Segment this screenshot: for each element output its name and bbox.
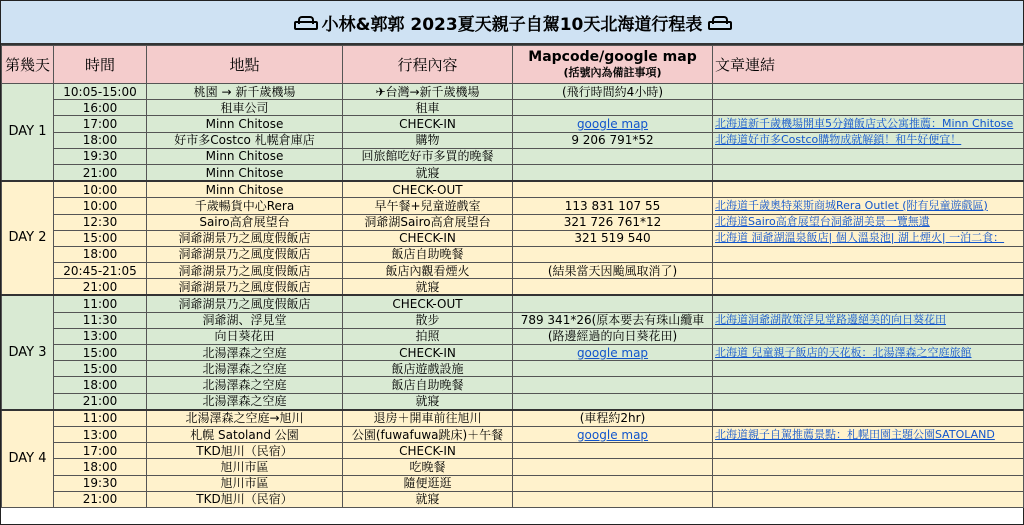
- time-cell: 21:00: [54, 279, 147, 296]
- time-cell: 13:00: [54, 328, 147, 344]
- table-row: [2, 198, 1024, 214]
- article-link-cell: [713, 475, 1024, 491]
- place-cell: 旭川市區: [147, 459, 343, 475]
- table-row: [2, 312, 1024, 328]
- content-cell: 就寢: [343, 164, 513, 181]
- mapcode-cell: [513, 459, 713, 475]
- table-row: [2, 361, 1024, 377]
- article-link-cell: [713, 426, 1024, 442]
- time-cell: 18:00: [54, 246, 147, 262]
- article-link-cell: [713, 230, 1024, 246]
- article-link-cell: [713, 377, 1024, 393]
- place-cell: 旭川市區: [147, 475, 343, 491]
- place-cell: 租車公司: [147, 100, 343, 116]
- article-link[interactable]: 北海道好市多Costco購物成就解鎖！和牛好便宜！: [715, 133, 962, 147]
- article-link-cell: [713, 246, 1024, 262]
- article-link-cell: [713, 198, 1024, 214]
- table-row: [2, 100, 1024, 116]
- place-cell: 好市多Costco 札幌倉庫店: [147, 132, 343, 148]
- content-cell: 吃晚餐: [343, 459, 513, 475]
- content-cell: 飯店內觀看煙火: [343, 263, 513, 279]
- table-row: [2, 279, 1024, 296]
- time-cell: 12:30: [54, 214, 147, 230]
- mapcode-cell: [513, 426, 713, 442]
- place-cell: 洞爺湖、浮見堂: [147, 312, 343, 328]
- header-mapcode: [513, 46, 713, 84]
- car-icon: [708, 16, 730, 28]
- content-cell: 回旅館吃好市多買的晚餐: [343, 148, 513, 164]
- content-cell: CHECK-IN: [343, 443, 513, 459]
- article-link[interactable]: 北海道洞爺湖散策浮見堂路邊絕美的向日葵花田: [715, 313, 946, 327]
- mapcode-cell: [513, 377, 713, 393]
- mapcode-cell: 321 519 540: [513, 230, 713, 246]
- article-link-cell: [713, 393, 1024, 410]
- time-cell: 21:00: [54, 164, 147, 181]
- table-row: [2, 328, 1024, 344]
- header-link: 文章連結: [713, 46, 1024, 84]
- google-map-link[interactable]: google map: [576, 427, 649, 442]
- itinerary-body: [2, 84, 1024, 508]
- place-cell: 北湯澤森之空庭: [147, 393, 343, 410]
- place-cell: Sairo高倉展望台: [147, 214, 343, 230]
- article-link-cell: [713, 132, 1024, 148]
- article-link-cell: [713, 410, 1024, 427]
- mapcode-cell: [513, 100, 713, 116]
- place-cell: 北湯澤森之空庭: [147, 361, 343, 377]
- table-row: [2, 116, 1024, 132]
- place-cell: 北湯澤森之空庭→旭川: [147, 410, 343, 427]
- content-cell: 拍照: [343, 328, 513, 344]
- table-row: [2, 84, 1024, 100]
- mapcode-cell: [513, 345, 713, 361]
- mapcode-cell: 113 831 107 55: [513, 198, 713, 214]
- mapcode-cell: 9 206 791*52: [513, 132, 713, 148]
- article-link[interactable]: 北海道 兒童親子飯店的天花板：北湯澤森之空庭旅館: [715, 345, 972, 359]
- mapcode-cell: [513, 361, 713, 377]
- article-link-cell: [713, 116, 1024, 132]
- place-cell: TKD旭川（民宿）: [147, 491, 343, 507]
- content-cell: 就寢: [343, 279, 513, 296]
- content-cell: 飯店自助晚餐: [343, 377, 513, 393]
- time-cell: 20:45-21:05: [54, 263, 147, 279]
- header-content: 行程內容: [343, 46, 513, 84]
- article-link-cell: [713, 328, 1024, 344]
- day-label: DAY 3: [2, 295, 54, 409]
- article-link-cell: [713, 491, 1024, 507]
- table-row: [2, 459, 1024, 475]
- article-link-cell: [713, 443, 1024, 459]
- content-cell: 就寢: [343, 491, 513, 507]
- article-link[interactable]: 北海道親子自駕推薦景點：札幌田園主題公園SATOLAND: [715, 427, 995, 441]
- day-label: DAY 1: [2, 84, 54, 182]
- time-cell: 18:00: [54, 377, 147, 393]
- time-cell: 17:00: [54, 116, 147, 132]
- article-link-cell: [713, 181, 1024, 198]
- table-row: [2, 230, 1024, 246]
- time-cell: 21:00: [54, 393, 147, 410]
- article-link-cell: [713, 214, 1024, 230]
- table-row: [2, 410, 1024, 427]
- mapcode-cell: 789 341*26(原本要去有珠山纜車: [513, 312, 713, 328]
- article-link[interactable]: 北海道新千歲機場開車5分鐘飯店式公寓推薦：Minn Chitose: [715, 116, 1014, 130]
- content-cell: 洞爺湖Sairo高倉展望台: [343, 214, 513, 230]
- table-row: [2, 426, 1024, 442]
- mapcode-cell: [513, 295, 713, 312]
- content-cell: CHECK-OUT: [343, 295, 513, 312]
- content-cell: CHECK-IN: [343, 345, 513, 361]
- mapcode-cell: (飛行時間約4小時): [513, 84, 713, 100]
- day-label: DAY 4: [2, 410, 54, 508]
- mapcode-cell: (車程約2hr): [513, 410, 713, 427]
- mapcode-cell: [513, 246, 713, 262]
- mapcode-cell: [513, 116, 713, 132]
- place-cell: 向日葵花田: [147, 328, 343, 344]
- time-cell: 16:00: [54, 100, 147, 116]
- place-cell: Minn Chitose: [147, 181, 343, 198]
- mapcode-cell: [513, 475, 713, 491]
- table-row: [2, 263, 1024, 279]
- article-link[interactable]: 北海道Sairo高倉展望台洞爺湖美景一覽無遺: [715, 215, 930, 229]
- table-row: [2, 181, 1024, 198]
- article-link-cell: [713, 100, 1024, 116]
- content-cell: 公園(fuwafuwa跳床)＋午餐: [343, 426, 513, 442]
- mapcode-cell: [513, 443, 713, 459]
- place-cell: 洞爺湖景乃之風度假飯店: [147, 263, 343, 279]
- google-map-link[interactable]: google map: [576, 116, 649, 131]
- time-cell: 10:00: [54, 181, 147, 198]
- article-link[interactable]: 北海道千歲奧特萊斯商城Rera Outlet (附有兒童遊戲區): [715, 198, 988, 212]
- time-cell: 11:00: [54, 410, 147, 427]
- article-link-cell: [713, 84, 1024, 100]
- google-map-link[interactable]: google map: [576, 345, 649, 360]
- content-cell: 租車: [343, 100, 513, 116]
- article-link-cell: [713, 459, 1024, 475]
- place-cell: 洞爺湖景乃之風度假飯店: [147, 279, 343, 296]
- article-link-cell: [713, 295, 1024, 312]
- time-cell: 21:00: [54, 491, 147, 507]
- mapcode-cell: [513, 279, 713, 296]
- table-row: [2, 132, 1024, 148]
- time-cell: 17:00: [54, 443, 147, 459]
- table-row: [2, 246, 1024, 262]
- time-cell: 19:30: [54, 475, 147, 491]
- place-cell: TKD旭川（民宿）: [147, 443, 343, 459]
- content-cell: ✈台灣→新千歲機場: [343, 84, 513, 100]
- time-cell: 18:00: [54, 132, 147, 148]
- table-row: [2, 214, 1024, 230]
- place-cell: 北湯澤森之空庭: [147, 345, 343, 361]
- article-link-cell: [713, 164, 1024, 181]
- time-cell: 11:30: [54, 312, 147, 328]
- title-bar: [1, 1, 1023, 45]
- table-row: [2, 475, 1024, 491]
- content-cell: 飯店自助晚餐: [343, 246, 513, 262]
- place-cell: 洞爺湖景乃之風度假飯店: [147, 295, 343, 312]
- time-cell: 15:00: [54, 361, 147, 377]
- mapcode-cell: [513, 393, 713, 410]
- mapcode-cell: (結果當天因颱風取消了): [513, 263, 713, 279]
- article-link-cell: [713, 148, 1024, 164]
- time-cell: 15:00: [54, 345, 147, 361]
- day-label: DAY 2: [2, 181, 54, 295]
- content-cell: 散步: [343, 312, 513, 328]
- content-cell: 隨便逛逛: [343, 475, 513, 491]
- content-cell: CHECK-OUT: [343, 181, 513, 198]
- time-cell: 13:00: [54, 426, 147, 442]
- article-link-cell: [713, 279, 1024, 296]
- place-cell: 洞爺湖景乃之風度假飯店: [147, 230, 343, 246]
- article-link-cell: [713, 263, 1024, 279]
- mapcode-cell: [513, 491, 713, 507]
- article-link-cell: [713, 312, 1024, 328]
- header-day: 第幾天: [2, 46, 54, 84]
- table-row: [2, 295, 1024, 312]
- content-cell: 飯店遊戲設施: [343, 361, 513, 377]
- article-link-cell: [713, 361, 1024, 377]
- table-row: [2, 148, 1024, 164]
- place-cell: Minn Chitose: [147, 164, 343, 181]
- header-time: 時間: [54, 46, 147, 84]
- page-title: 小林&郭郭 2023夏天親子自駕10天北海道行程表: [321, 14, 703, 35]
- header-place: 地點: [147, 46, 343, 84]
- mapcode-cell: [513, 164, 713, 181]
- time-cell: 11:00: [54, 295, 147, 312]
- header-mapcode-note: (括號內為備註事項): [563, 65, 662, 79]
- content-cell: 退房＋開車前往旭川: [343, 410, 513, 427]
- place-cell: 洞爺湖景乃之風度假飯店: [147, 246, 343, 262]
- table-row: [2, 393, 1024, 410]
- time-cell: 15:00: [54, 230, 147, 246]
- time-cell: 10:00: [54, 198, 147, 214]
- place-cell: 北湯澤森之空庭: [147, 377, 343, 393]
- time-cell: 10:05-15:00: [54, 84, 147, 100]
- mapcode-cell: (路邊經過的向日葵花田): [513, 328, 713, 344]
- time-cell: 19:30: [54, 148, 147, 164]
- content-cell: CHECK-IN: [343, 230, 513, 246]
- content-cell: 購物: [343, 132, 513, 148]
- place-cell: Minn Chitose: [147, 116, 343, 132]
- itinerary-table: [1, 45, 1024, 508]
- article-link-cell: [713, 345, 1024, 361]
- mapcode-cell: 321 726 761*12: [513, 214, 713, 230]
- place-cell: 千歲暢貨中心Rera: [147, 198, 343, 214]
- content-cell: 早午餐+兒童遊戲室: [343, 198, 513, 214]
- table-row: [2, 377, 1024, 393]
- content-cell: CHECK-IN: [343, 116, 513, 132]
- header-mapcode-label: Mapcode/google map: [528, 48, 697, 65]
- article-link[interactable]: 北海道 洞爺湖溫泉飯店| 個人溫泉池| 湖上煙火| 一泊二食：: [715, 231, 1005, 245]
- place-cell: Minn Chitose: [147, 148, 343, 164]
- table-row: [2, 164, 1024, 181]
- content-cell: 就寢: [343, 393, 513, 410]
- car-icon: [294, 16, 316, 28]
- place-cell: 札幌 Satoland 公園: [147, 426, 343, 442]
- table-row: [2, 443, 1024, 459]
- mapcode-cell: [513, 148, 713, 164]
- table-row: [2, 345, 1024, 361]
- time-cell: 18:00: [54, 459, 147, 475]
- mapcode-cell: [513, 181, 713, 198]
- header-row: [2, 46, 1024, 84]
- place-cell: 桃園 → 新千歲機場: [147, 84, 343, 100]
- table-row: [2, 491, 1024, 507]
